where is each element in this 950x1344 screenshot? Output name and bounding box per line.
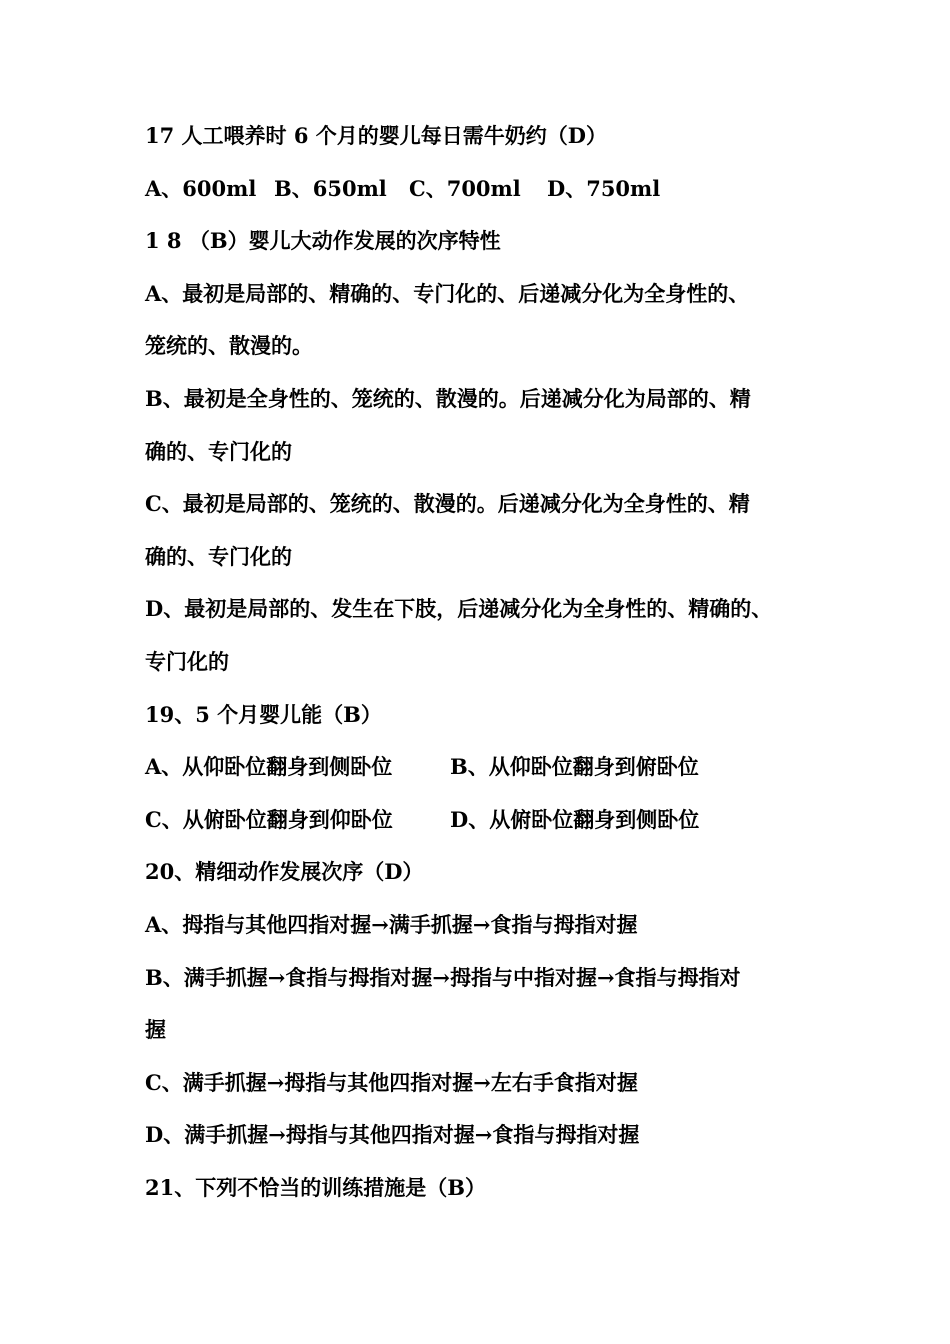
question-18-option-b-line-1: B、最初是全身性的、笼统的、散漫的。后递减分化为局部的、精 bbox=[145, 385, 751, 411]
question-17-option-d: D、750ml bbox=[547, 175, 661, 201]
question-18-option-d-line-2: 专门化的 bbox=[145, 648, 229, 674]
document-content bbox=[145, 110, 845, 1214]
question-21: 21、下列不恰当的训练措施是（B） bbox=[145, 1174, 486, 1200]
question-18-option-c-line-1: C、最初是局部的、笼统的、散漫的。后递减分化为全身性的、精 bbox=[145, 491, 750, 517]
question-19-option-a: A、从仰卧位翻身到侧卧位 bbox=[145, 754, 393, 780]
question-19-options-row-1 bbox=[145, 741, 845, 794]
question-20-option-b-line-2: 握 bbox=[145, 1017, 166, 1043]
question-17: 17 人工喂养时 6 个月的婴儿每日需牛奶约（D） bbox=[145, 123, 607, 148]
question-19-option-d: D、从俯卧位翻身到侧卧位 bbox=[450, 806, 700, 832]
question-20-option-a: A、拇指与其他四指对握→满手抓握→食指与拇指对握 bbox=[145, 911, 638, 937]
question-17-option-b: B、650ml bbox=[274, 175, 387, 201]
question-18-option-b-line-2: 确的、专门化的 bbox=[145, 438, 292, 464]
question-18-option-d-line-1: D、最初是局部的、发生在下肢，后递减分化为全身性的、精确的、 bbox=[145, 596, 773, 622]
question-19-option-c: C、从俯卧位翻身到仰卧位 bbox=[145, 806, 393, 832]
question-18: 1 8 （B）婴儿大动作发展的次序特性 bbox=[145, 228, 501, 254]
question-17-option-c: C、700ml bbox=[409, 175, 521, 201]
question-19: 19、5 个月婴儿能（B） bbox=[145, 701, 382, 727]
question-17-option-a: A、600ml bbox=[145, 175, 257, 201]
question-20: 20、精细动作发展次序（D） bbox=[145, 859, 424, 885]
question-20-option-d: D、满手抓握→拇指与其他四指对握→食指与拇指对握 bbox=[145, 1122, 640, 1148]
question-17-options bbox=[145, 163, 845, 216]
question-20-option-c: C、满手抓握→拇指与其他四指对握→左右手食指对握 bbox=[145, 1069, 638, 1095]
question-19-option-b: B、从仰卧位翻身到俯卧位 bbox=[450, 754, 699, 780]
question-18-option-a-line-2: 笼统的、散漫的。 bbox=[145, 333, 313, 359]
question-18-option-c-line-2: 确的、专门化的 bbox=[145, 543, 292, 569]
question-20-option-b-line-1: B、满手抓握→食指与拇指对握→拇指与中指对握→食指与拇指对 bbox=[145, 964, 741, 990]
question-18-option-a-line-1: A、最初是局部的、精确的、专门化的、后递减分化为全身性的、 bbox=[145, 280, 750, 306]
question-19-options-row-2 bbox=[145, 794, 845, 847]
